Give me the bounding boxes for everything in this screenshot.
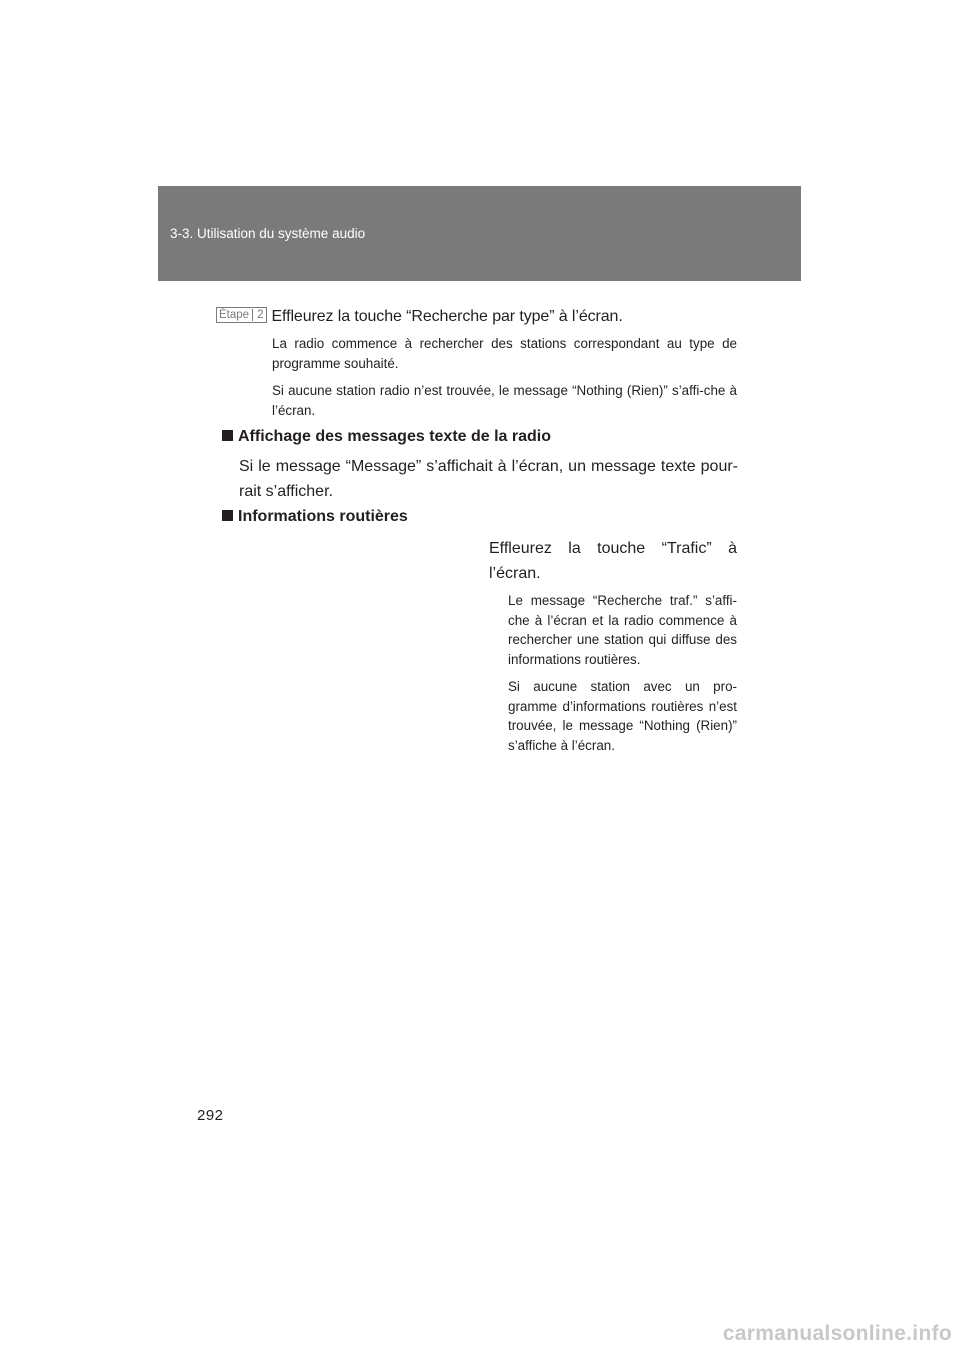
step-badge-number: 2 (252, 309, 263, 321)
chapter-title: 3-3. Utilisation du système audio (170, 226, 366, 241)
square-bullet-icon (222, 510, 233, 521)
step-note-1: La radio commence à rechercher des stations correspondant au type de programme souhaité. (272, 336, 737, 371)
section-heading-traffic (222, 508, 408, 526)
step-instruction: Effleurez la touche “Recherche par type” à l’écran. (271, 308, 623, 325)
page-number: 292 (197, 1107, 224, 1124)
watermark: carmanualsonline.info (722, 1322, 952, 1345)
traffic-note-1: Le message “Recherche traf.” s’affi-che à l’écran et la radio commence à rechercher une station qui diffuse des informations routières. (508, 593, 737, 667)
radio-messages-body: Si le message “Message” s’affichait à l’écran, un message texte pour-rait s’afficher. (239, 458, 738, 500)
section-heading-text: Affichage des messages texte de la radio (238, 428, 552, 445)
section-heading-radio-messages (222, 428, 551, 446)
step-badge (216, 307, 267, 323)
traffic-instruction: Effleurez la touche “Trafic” à l’écran. (489, 540, 737, 582)
step-2-row (216, 307, 739, 326)
chapter-header-band (158, 186, 801, 281)
square-bullet-icon (222, 430, 233, 441)
section-heading-text: Informations routières (238, 508, 408, 525)
traffic-note-2: Si aucune station avec un pro-gramme d’informations routières n’est trouvée, le message “Nothing (Rien)” s’affiche à l’écran. (508, 679, 737, 753)
step-note-2: Si aucune station radio n’est trouvée, le message “Nothing (Rien)” s’affi-che à l’écran. (272, 383, 737, 418)
step-badge-word: Étape (219, 309, 250, 321)
